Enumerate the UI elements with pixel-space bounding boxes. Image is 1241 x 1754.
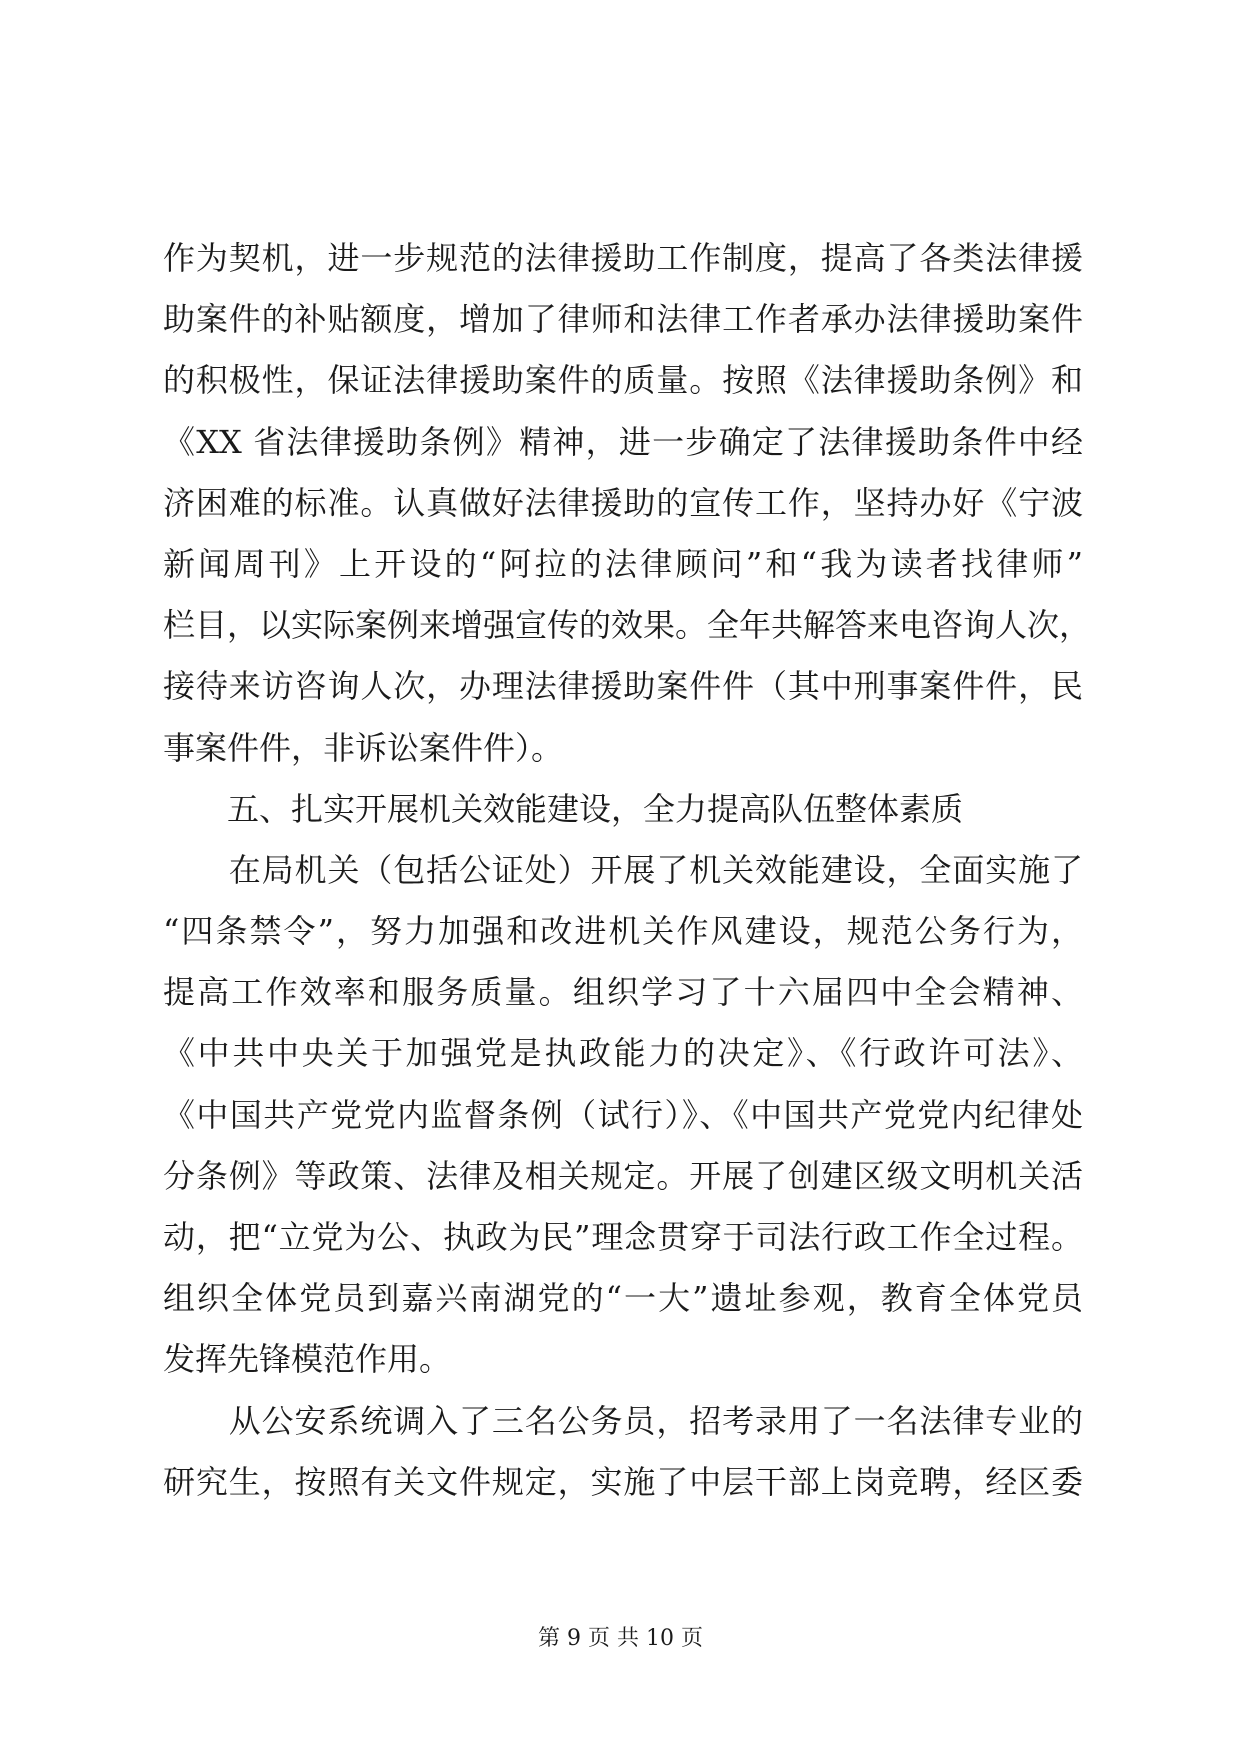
text-line: 接待来访咨询人次，办理法律援助案件件（其中刑事案件件，民 (163, 667, 1083, 706)
text-line: 栏目，以实际案例来增强宣传的效果。全年共解答来电咨询人次， (163, 606, 1092, 645)
text-line: 的积极性，保证法律援助案件的质量。按照《法律援助条例》和 (163, 361, 1083, 400)
text-line: 济困难的标准。认真做好法律援助的宣传工作，坚持办好《宁波 (163, 483, 1083, 522)
text-line: 《中国共产党党内监督条例（试行）》、《中国共产党党内纪律处 (163, 1095, 1083, 1134)
text-line: 《XX 省法律援助条例》精神，进一步确定了法律援助条件中经 (163, 422, 1083, 461)
section-heading: 五、扎实开展机关效能建设，全力提高队伍整体素质 (163, 789, 964, 828)
text-line: 提高工作效率和服务质量。组织学习了十六届四中全会精神、 (163, 973, 1083, 1012)
text-line: “四条禁令”，努力加强和改进机关作风建设，规范公务行为， (163, 912, 1083, 951)
text-line: 分条例》等政策、法律及相关规定。开展了创建区级文明机关活 (163, 1156, 1083, 1195)
page-number-footer: 第 9 页 共 10 页 (538, 1626, 703, 1651)
text-line: 助案件的补贴额度，增加了律师和法律工作者承办法律援助案件 (163, 300, 1083, 339)
text-line: 新闻周刊》上开设的“阿拉的法律顾问”和“我为读者找律师” (163, 544, 1083, 583)
text-line: 事案件件，非诉讼案件件）。 (163, 728, 564, 767)
text-line: 发挥先锋模范作用。 (163, 1340, 452, 1379)
text-line: 作为契机，进一步规范的法律援助工作制度，提高了各类法律援 (163, 239, 1083, 277)
text-line: 动，把“立党为公、执政为民”理念贯穿于司法行政工作全过程。 (163, 1218, 1083, 1256)
text-line: 从公安系统调入了三名公务员，招考录用了一名法律专业的 (163, 1401, 1083, 1440)
text-line: 组织全体党员到嘉兴南湖党的“一大”遗址参观，教育全体党员 (163, 1279, 1083, 1318)
text-line: 《中共中央关于加强党是执政能力的决定》、《行政许可法》、 (163, 1034, 1083, 1073)
body-text (163, 228, 1092, 1513)
text-line: 在局机关（包括公证处）开展了机关效能建设，全面实施了 (163, 850, 1083, 889)
text-line: 研究生，按照有关文件规定，实施了中层干部上岗竞聘，经区委 (163, 1462, 1083, 1501)
